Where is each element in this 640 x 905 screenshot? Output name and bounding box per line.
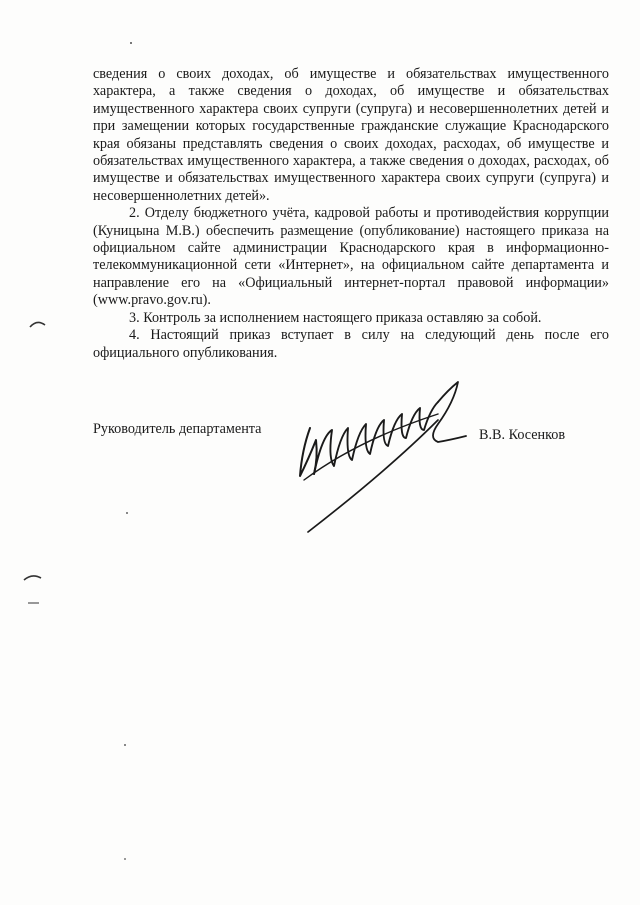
paragraph-item-2: 2. Отделу бюджетного учёта, кадровой работы и противодействия коррупции (Куницына М.В.) обеспечить размещение (опубликование) настоящего приказа на официальном сайте администрации Краснодарского края в информационно-телекоммуникационной сети «Интернет», на официальном сайте департамента и направление его на «Официальный интернет-портал правовой информации» (www.pravo.gov.ru). <box>93 205 609 309</box>
scan-speck <box>130 42 132 44</box>
scan-speck <box>126 512 128 514</box>
paragraph-item-3: 3. Контроль за исполнением настоящего приказа оставляю за собой. <box>129 309 542 326</box>
signatory-position: Руководитель департамента <box>93 421 262 437</box>
scan-mark-top <box>28 318 48 330</box>
signatory-name: В.В. Косенков <box>479 427 566 443</box>
scan-mark-bottom <box>22 570 44 610</box>
paragraph-item-4: 4. Настоящий приказ вступает в силу на следующий день после его официального опубликования. <box>93 327 609 361</box>
document-body <box>93 66 609 362</box>
scan-speck <box>124 858 126 860</box>
handwritten-signature <box>288 380 478 540</box>
paragraph-continuation: сведения о своих доходах, об имуществе и обязательствах имущественного характера, а также сведения о доходах, об имуществе и обязательствах имущественного характера своих супруги (супруга) и несовершеннолетних детей и при замещении которых государственные гражданские служащие Краснодарского края обязаны представлять сведения о своих доходах, расходах, об имуществе и обязательствах имущественного характера, а также сведения о доходах, расходах, об имуществе и обязательствах имущественного характера своих супруги (супруга) и несовершеннолетних детей». <box>93 66 609 204</box>
scan-speck <box>124 744 126 746</box>
